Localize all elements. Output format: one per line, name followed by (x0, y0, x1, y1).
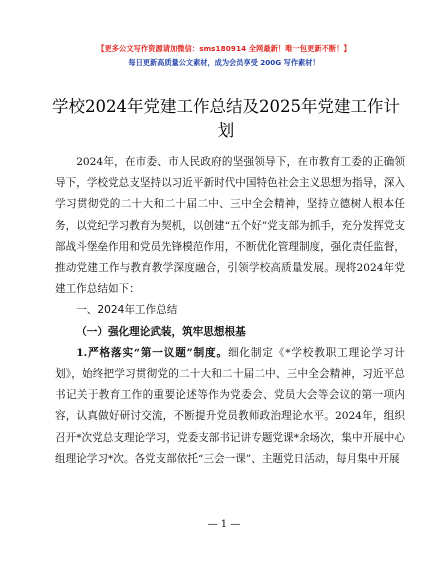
intro-paragraph: 2024年，在市委、市人民政府的坚强领导下，在市教育工委的正确领导下，学校党总支坚持以习近平新时代中国特色社会主义思想为指导，深入学习贯彻党的二十大和二十届二中、三中全会精神，坚持立德树人根本任务，以党纪学习教育为契机，以创建“五个好”党支部为抓手，充分发挥党支部战斗堡垒作用和党员先锋模范作用，不断优化管理制度，强化责任监督，推动党建工作与教育教学深度融合，引领学校高质量发展。现将2024年党建工作总结如下： (55, 156, 405, 296)
document-body (55, 152, 405, 470)
item-lead: 1.严格落实“第一议题”制度。 (76, 346, 228, 359)
section-heading: 一、2024年工作总结 (76, 304, 178, 317)
document-title: 学校2024年党建工作总结及2025年党建工作计划 (52, 97, 400, 140)
subsection-heading: （一）强化理论武装，筑牢思想根基 (76, 325, 246, 338)
item-paragraph (55, 343, 405, 470)
page-number: — 1 — (207, 519, 241, 530)
promo-banner-line-1: 【更多公文写作资源请加微信：sms180914 全网最新！唯一包更新不断！】 (97, 44, 351, 53)
promo-banner-line-2: 每日更新高质量公文素材，成为会员享受 200G 写作素材！ (128, 58, 320, 67)
item-text: 细化制定《*学校教职工理论学习计划》，始终把学习贯彻党的二十大和二十届二中、三中全会精神，习近平总书记关于教育工作的重要论述等作为党委会、党员大会等会议的第一项内容，认真做好研讨交流，不断提升党员教师政治理论水平。2024年，组织召开*次党总支理论学习，党委支部书记讲专题党课*余场次，集中开展中心组理论学习*次。各党支部依托“三会一课”、主题党日活动，每月集中开展 (55, 346, 405, 465)
